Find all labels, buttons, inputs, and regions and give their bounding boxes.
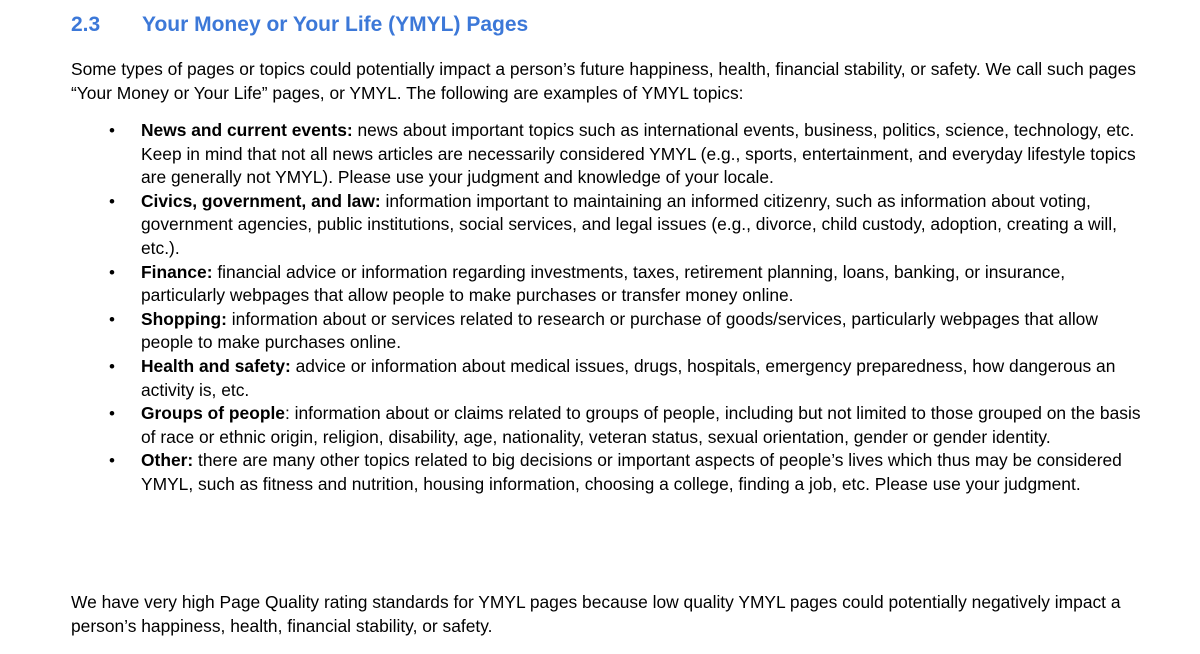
item-lead: Other: — [141, 450, 194, 471]
section-heading — [71, 11, 528, 39]
bullet-icon: • — [109, 404, 115, 424]
intro-paragraph: Some types of pages or topics could potentially impact a person’s future happiness, health, financial stability, or safety. We call such pages “Your Money or Your Life” pages, or YMYL. The following are examples of YMYL topics: — [71, 59, 1136, 103]
list-item-civics — [71, 190, 1146, 261]
item-lead: News and current events: — [141, 120, 353, 140]
item-text: information important to maintaining an informed citizenry, such as information about voting, government agencies, public institutions, social services, and legal issues (e.g., divorce, child custody, adoption, creating a will, etc.). — [141, 190, 1117, 258]
item-text: news about important topics such as international events, business, politics, science, technology, etc. Keep in mind that not all news articles are necessarily considered YMYL (e.g., sports, entertainment, and everyday lifestyle topics are generally not YMYL). Please use your judgment and knowledge of your locale. — [141, 120, 1136, 188]
bullet-icon: • — [109, 121, 115, 140]
section-number: 2.3 — [71, 13, 101, 36]
bullet-icon: • — [109, 262, 115, 282]
list-item-shopping — [71, 308, 1146, 355]
item-text: advice or information about medical issues, drugs, hospitals, emergency preparedness, how dangerous an activity is, etc. — [141, 355, 1116, 400]
closing-paragraph: We have very high Page Quality rating standards for YMYL pages because low quality YMYL pages could potentially negatively impact a person’s happiness, health, financial stability, or safety. — [71, 592, 1121, 636]
item-lead: Finance: — [141, 261, 213, 282]
bullet-icon: • — [109, 309, 115, 329]
item-text: financial advice or information regarding investments, taxes, retirement planning, loans, banking, or insurance, particularly webpages that allow people to make purchases or transfer money online. — [141, 261, 1066, 306]
section-title: Your Money or Your Life (YMYL) Pages — [142, 13, 529, 36]
list-item-finance — [71, 261, 1146, 308]
list-item-other — [71, 449, 1146, 496]
ymyl-topic-list — [71, 119, 1146, 497]
bullet-icon: • — [109, 191, 115, 211]
item-lead: Civics, government, and law: — [141, 190, 381, 211]
bullet-icon: • — [109, 451, 115, 471]
list-item-groups — [71, 402, 1146, 449]
bullet-icon: • — [109, 356, 115, 376]
item-text: there are many other topics related to big decisions or important aspects of people’s lives which thus may be considered YMYL, such as fitness and nutrition, housing information, choosing a college, finding a job, etc. Please use your judgment. — [141, 450, 1122, 494]
item-text: information about or services related to research or purchase of goods/services, particularly webpages that allow people to make purchases online. — [141, 308, 1098, 353]
item-lead: Groups of people — [141, 403, 285, 424]
list-item-health — [71, 355, 1146, 402]
item-text: : information about or claims related to groups of people, including but not limited to those grouped on the basis of race or ethnic origin, religion, disability, age, nationality, veteran status, sexual orientation, gender or gender identity. — [141, 403, 1141, 447]
item-lead: Shopping: — [141, 308, 227, 329]
list-item-news — [71, 119, 1146, 190]
item-lead: Health and safety: — [141, 355, 291, 376]
